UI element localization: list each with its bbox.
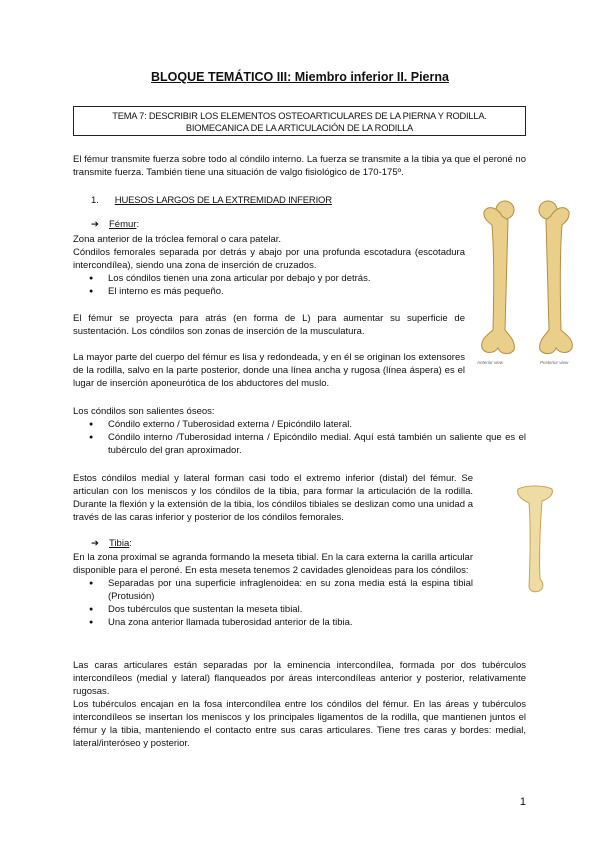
section-heading (91, 195, 332, 206)
femur-line-1: Zona anterior de la tróclea femoral o cara patelar. (73, 234, 282, 245)
list-item: ● Una zona anterior llamada tuberosidad anterior de la tibia. (73, 616, 473, 629)
femur-bone-image (472, 190, 582, 368)
tibia-paragraph-1: En la zona proximal se agranda formando la meseta tibial. En la cara externa la carilla articular disponible para el peroné. En esta meseta tenemos 2 cavidades glenoideas para los cóndilos: (73, 552, 473, 576)
topic-line-1: TEMA 7: DESCRIBIR LOS ELEMENTOS OSTEOARTICULARES DE LA PIERNA Y RODILLA. (112, 111, 487, 121)
list-item: ● Cóndilo externo / Tuberosidad externa / Epicóndilo lateral. (73, 418, 526, 431)
femur-block-2 (73, 405, 526, 457)
tibia-drawing (518, 486, 553, 592)
tibia-bullet-list (73, 577, 473, 629)
femur-paragraph-5: Estos cóndilos medial y lateral forman casi todo el extremo inferior (distal) del fémur. Se articulan con los meniscos y los cóndilos de la tibia, para formar la articulación de la rodilla. Durante la flexión y la extensión de la tibia, los cóndilos tibiales se deslizan como una unidad a través de las caras inferior y posterior de los cóndilos femorales. (73, 473, 473, 523)
list-item: ● Dos tubérculos que sustentan la meseta tibial. (73, 603, 473, 616)
topic-line-2: BIOMECANICA DE LA ARTICULACIÓN DE LA RODILLA (185, 123, 414, 133)
page-title: BLOQUE TEMÁTICO III: Miembro inferior II. Pierna (151, 70, 449, 84)
list-item: ● El interno es más pequeño. (73, 285, 465, 298)
page-number: 1 (519, 796, 526, 808)
femur-figure (472, 190, 582, 368)
tibia-paragraph-2: Las caras articulares están separadas por la eminencia intercondílea, formada por dos tubérculos intercondíleos (medial y lateral) flanqueados por áreas intercondíleas anterior y posterior, relativamente rugosas. (73, 660, 526, 697)
femur-line-2: Cóndilos femorales separada por detrás y abajo por una profunda escotadura (escotadura intercondílea), siendo una zona de inserción de cruzados. (73, 247, 465, 271)
femur-heading: ➔ Fémur: (91, 219, 140, 230)
tibia-heading: ➔ Tibia: (91, 538, 132, 549)
list-item: ● Cóndilo interno /Tuberosidad interna / Epicóndilo medial. Aquí está también un saliente que es el tubérculo del gran aproximador. (73, 431, 526, 457)
arrow-right-icon: ➔ (91, 219, 99, 230)
list-item: ● Los cóndilos tienen una zona articular por debajo y por detrás. (73, 272, 465, 285)
arrow-right-icon: ➔ (91, 538, 99, 549)
femur-paragraph-2: El fémur se proyecta para atrás (en forma de L) para aumentar su superficie de sustentación. Los cóndilos son zonas de inserción de la musculatura. (73, 313, 465, 337)
femur-bullet-list (73, 272, 465, 298)
femur-paragraph-3: La mayor parte del cuerpo del fémur es lisa y redondeada, y en él se originan los extensores de la rodilla, salvo en la parte posterior, donde una línea ancha y rugosa (línea áspera) es el lugar de inserción aponeurótica de los abductores del muslo. (73, 352, 465, 389)
femur-paragraph-4: Los cóndilos son salientes óseos: (73, 406, 215, 417)
tibia-bone-image (512, 483, 558, 593)
tibia-block-1 (73, 551, 473, 629)
intro-paragraph: El fémur transmite fuerza sobre todo al cóndilo interno. La fuerza se transmite a la tibia ya que el peroné no transmite fuerza. También tiene una situación de valgo fisiológico de 170-175º. (73, 154, 526, 178)
section-title: HUESOS LARGOS DE LA EXTREMIDAD INFERIOR (114, 195, 332, 206)
caption-anterior: Anterior view (477, 360, 504, 365)
tibia-block-2 (73, 659, 526, 750)
femur-bullet-list-2 (73, 418, 526, 457)
list-item: ● Separadas por una superficie infraglenoidea: en su zona media está la espina tibial (Protusión) (73, 577, 473, 603)
femur-block-1 (73, 233, 465, 298)
topic-box (73, 106, 526, 136)
tibia-paragraph-3: Los tubérculos encajan en la fosa intercondílea entre los cóndilos del fémur. En las áreas y tubérculos intercondíleos se insertan los meniscos y los principales ligamentos de la rodilla, que mantienen juntos el fémur y la tibia, manteniendo el contacto entre sus caras articulares. Tiene tres caras y bordes: medial, lateral/interóseo y posterior. (73, 699, 526, 749)
section-number: 1. (91, 195, 99, 206)
caption-posterior: Posterior view (540, 360, 569, 365)
tibia-figure (512, 483, 558, 593)
